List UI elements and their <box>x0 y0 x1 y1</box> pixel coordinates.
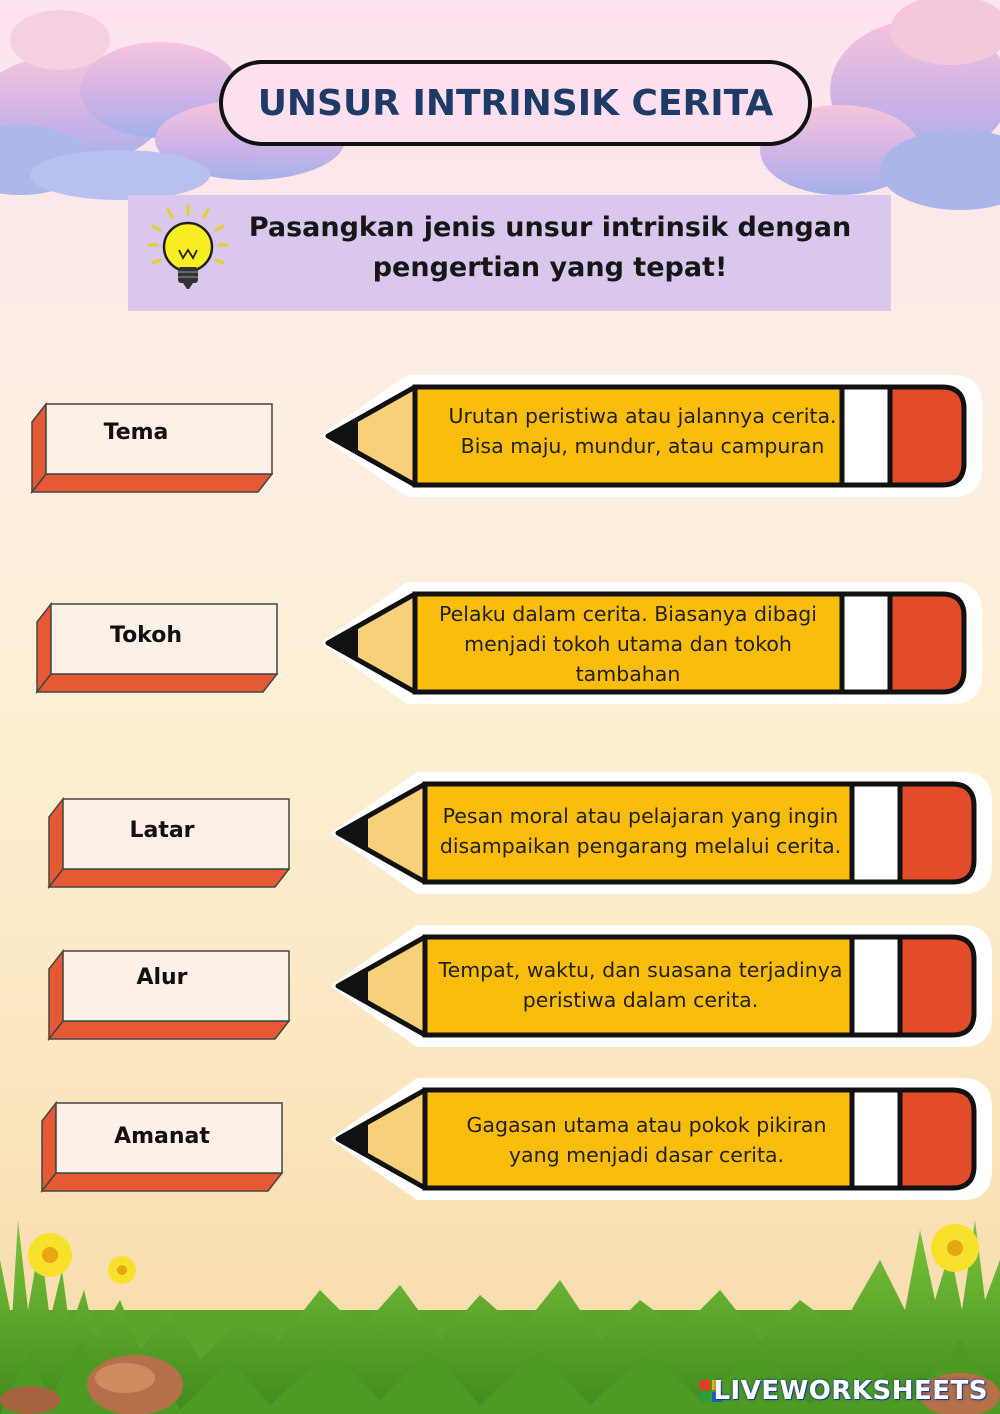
term-label: Alur <box>136 965 188 990</box>
term-card-tokoh[interactable] <box>35 602 281 696</box>
definition-line: peristiwa dalam cerita. <box>522 988 759 1012</box>
definition-text <box>428 801 853 861</box>
definition-line: menjadi tokoh utama dan tokoh <box>464 632 792 656</box>
definition-line: tambahan <box>575 662 681 686</box>
page-title: UNSUR INTRINSIK CERITA <box>257 82 774 124</box>
instruction-text <box>230 208 870 288</box>
term-label: Tokoh <box>109 623 182 648</box>
definition-line: Bisa maju, mundur, atau campuran <box>460 434 825 458</box>
term-label: Latar <box>129 818 195 843</box>
definition-line: Tempat, waktu, dan suasana terjadinya <box>438 958 843 982</box>
definition-line: Pelaku dalam cerita. Biasanya dibagi <box>439 602 817 626</box>
instruction-line-2: pengertian yang tepat! <box>372 252 728 283</box>
definition-line: Pesan moral atau pelajaran yang ingin <box>442 804 839 828</box>
definition-text <box>430 401 855 461</box>
definition-text <box>428 955 853 1015</box>
term-label: Tema <box>103 420 169 445</box>
term-card-alur[interactable] <box>47 949 293 1043</box>
definition-text <box>434 1110 859 1170</box>
definition-line: yang menjadi dasar cerita. <box>508 1143 785 1167</box>
title-banner <box>219 60 812 146</box>
term-card-latar[interactable] <box>47 797 293 891</box>
lightbulb-icon <box>143 200 233 295</box>
instruction-line-1: Pasangkan jenis unsur intrinsik dengan <box>248 212 852 243</box>
term-card-tema[interactable] <box>30 402 276 496</box>
definition-line: Urutan peristiwa atau jalannya cerita. <box>448 404 837 428</box>
definition-line: disampaikan pengarang melalui cerita. <box>439 834 842 858</box>
definition-line: Gagasan utama atau pokok pikiran <box>466 1113 827 1137</box>
term-label: Amanat <box>114 1124 210 1149</box>
definition-text <box>418 599 838 689</box>
brand-watermark: LIVEWORKSHEETS <box>713 1376 988 1406</box>
